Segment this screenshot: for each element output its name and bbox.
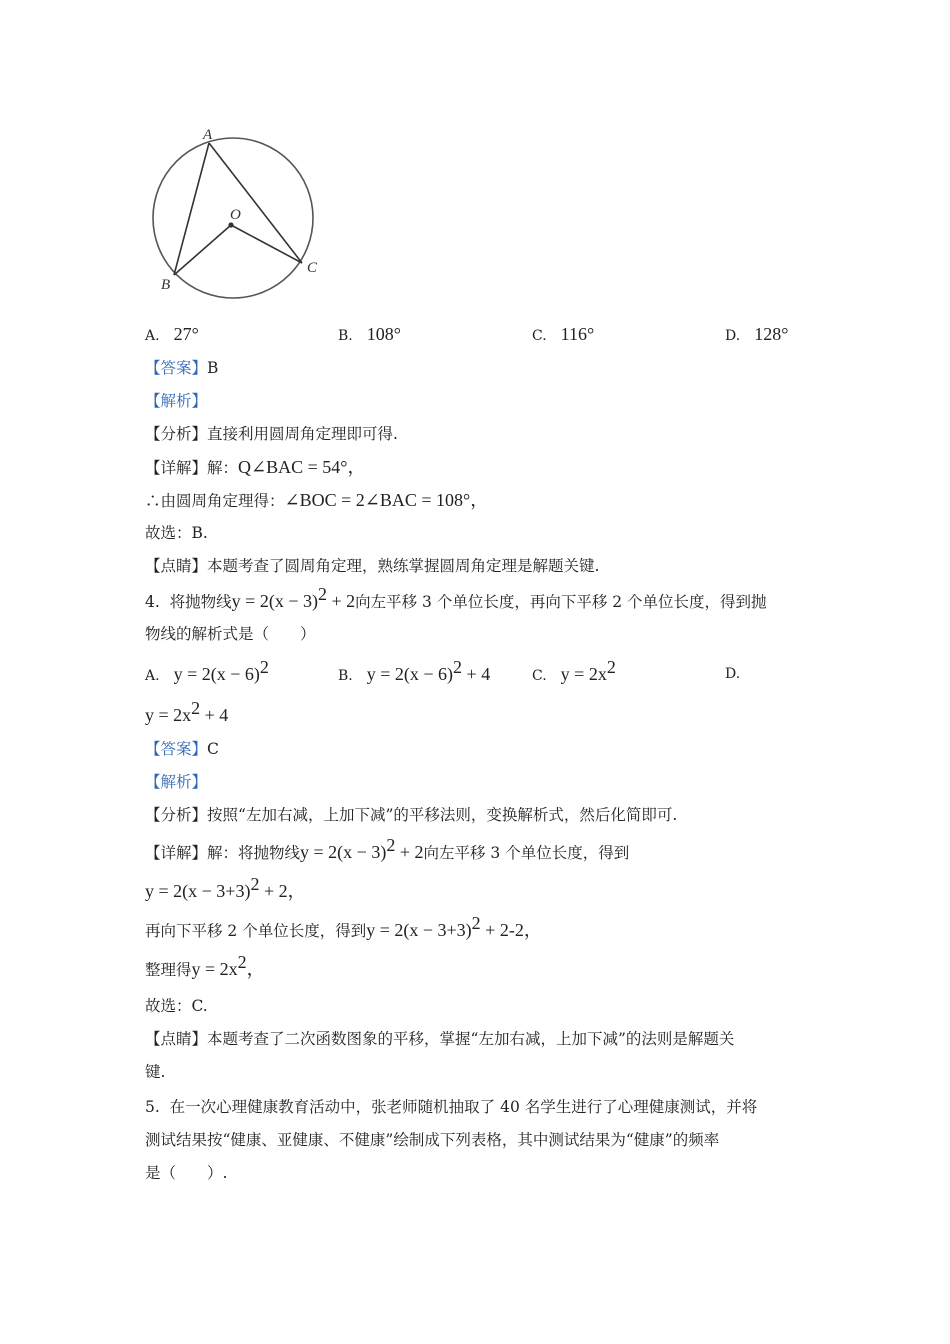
q4-xiangjie: 【详解】解：将抛物线$y = 2(x - 3)^2 + 2$向左平移 3 个单位长度，得到 — [145, 835, 630, 862]
q3-choose: 故选：B. — [145, 524, 208, 542]
q4-step1: $y = 2(x - 3+3)^2 + 2$， — [145, 874, 306, 901]
circle-figure — [145, 125, 330, 305]
label-b: B — [161, 277, 171, 293]
q3-option-b: B. 108° — [338, 324, 401, 344]
q4-stem-line2: 物线的解析式是（ ） — [145, 625, 316, 643]
radius-ob — [174, 225, 231, 275]
q4-analysis-heading: 【解析】 — [145, 773, 208, 791]
q3-xiangjie: 【详解】解：Q∠BAC = 54°， — [145, 457, 366, 477]
q4-stem-line1: 4. 将抛物线$y = 2(x - 3)^2 + 2$向左平移 3 个单位长度，再向下平移 2 个单位长度，得到抛 — [145, 584, 767, 611]
q3-dianjing: 【点睛】本题考查了圆周角定理，熟练掌握圆周角定理是解题关键. — [145, 557, 600, 575]
radius-oc — [231, 225, 302, 263]
center-point — [228, 222, 233, 227]
q5-line2: 测试结果按“健康、亚健康、不健康”绘制成下列表格，其中测试结果为“健康”的频率 — [145, 1131, 720, 1149]
q4-option-d: $y = 2x^2 + 4$ — [145, 698, 229, 725]
q3-step2: ∴由圆周角定理得：∠BOC = 2∠BAC = 108°， — [145, 490, 489, 510]
chord-ab — [174, 143, 209, 275]
label-o: O — [230, 207, 241, 223]
q3-option-c: C. 116° — [532, 324, 595, 344]
q4-step2: 再向下平移 2 个单位长度，得到$y = 2(x - 3+3)^2 + 2-2$， — [145, 913, 542, 940]
q5-line3: 是（ ）. — [145, 1164, 228, 1182]
q4-option-b: B. $y = 2(x - 6)^2 + 4$ — [338, 657, 491, 684]
label-a: A — [203, 127, 213, 143]
q5-line1: 5. 在一次心理健康教育活动中，张老师随机抽取了 40 名学生进行了心理健康测试，并将 — [145, 1098, 758, 1116]
q4-dianjing: 【点睛】本题考查了二次函数图象的平移，掌握“左加右减，上加下减”的法则是解题关 — [145, 1030, 735, 1048]
q3-option-d: D. 128° — [725, 324, 789, 344]
q4-option-a: A. $y = 2(x - 6)^2$ — [145, 657, 269, 684]
q4-option-d-letter: D. — [725, 666, 741, 682]
q4-fenxi: 【分析】按照“左加右减，上加下减”的平移法则，变换解析式，然后化简即可. — [145, 806, 678, 824]
q4-dianjing-cont: 键. — [145, 1063, 166, 1081]
q4-answer: 【答案】C — [145, 740, 219, 758]
q3-fenxi: 【分析】直接利用圆周角定理即可得. — [145, 425, 398, 443]
q4-step3: 整理得$y = 2x^2$， — [145, 952, 265, 979]
q3-analysis-heading: 【解析】 — [145, 392, 208, 410]
q4-choose: 故选：C. — [145, 997, 208, 1015]
q3-answer: 【答案】B — [145, 359, 219, 377]
label-c: C — [307, 260, 318, 276]
q4-option-c: C. $y = 2x^2$ — [532, 657, 616, 684]
q3-option-a: A. 27° — [145, 324, 199, 344]
